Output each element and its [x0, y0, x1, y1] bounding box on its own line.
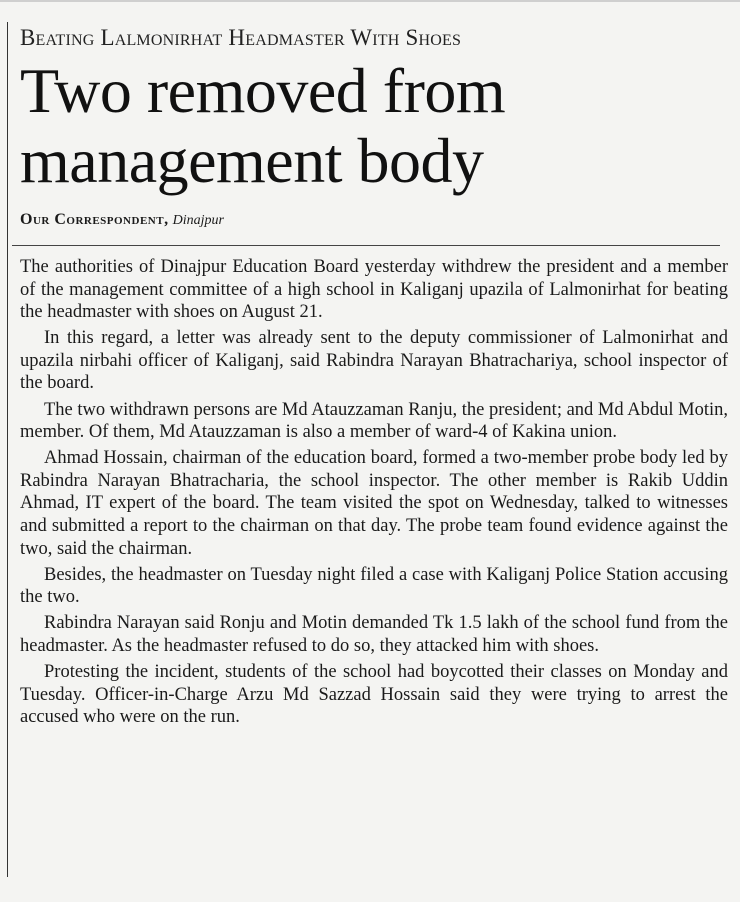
- article-paragraph: The two withdrawn persons are Md Atauzzaman Ranju, the president; and Md Abdul Motin, member. Of them, Md Atauzzaman is also a member of ward-4 of Kakina union.: [20, 399, 728, 443]
- article-paragraph: The authorities of Dinajpur Education Board yesterday withdrew the president and a member of the management committee of a high school in Kaliganj upazila of Lalmonirhat for beating the headmaster with shoes on August 21.: [20, 257, 728, 323]
- article-paragraph: Rabindra Narayan said Ronju and Motin demanded Tk 1.5 lakh of the school fund from the headmaster. As the headmaster refused to do so, they attacked him with shoes.: [20, 613, 728, 656]
- article-paragraph: Ahmad Hossain, chairman of the education board, formed a two-member probe body led by Rabindra Narayan Bhatracharia, the school inspector. The other member is Rakib Uddin Ahmad, IT expert of the board. The team visited the spot on Wednesday, talked to witnesses and submitted a report to the chairman on that day. The probe team found evidence against the two, said the chairman.: [20, 448, 728, 559]
- top-rule: [0, 0, 740, 2]
- byline: [20, 210, 728, 231]
- byline-divider: [12, 245, 720, 246]
- byline-location: Dinajpur: [172, 213, 224, 228]
- article-paragraph: Protesting the incident, students of the school had boycotted their classes on Monday and Tuesday. Officer-in-Charge Arzu Md Sazzad Hossain said they were trying to arrest the accused who were on the run.: [20, 662, 728, 728]
- news-article: [20, 24, 728, 732]
- column-rule: [7, 22, 8, 877]
- article-kicker: Beating Lalmonirhat Headmaster With Shoes: [20, 25, 462, 50]
- article-paragraph: Besides, the headmaster on Tuesday night filed a case with Kaliganj Police Station accusing the two.: [20, 564, 728, 608]
- article-paragraph: In this regard, a letter was already sent to the deputy commissioner of Lalmonirhat and upazila nirbahi officer of Kaliganj, said Rabindra Narayan Bhatrachariya, school inspector of the board.: [20, 328, 728, 394]
- article-headline: Two removed from management body: [20, 55, 506, 196]
- article-body: [20, 256, 728, 729]
- byline-author: Our Correspondent,: [20, 211, 169, 228]
